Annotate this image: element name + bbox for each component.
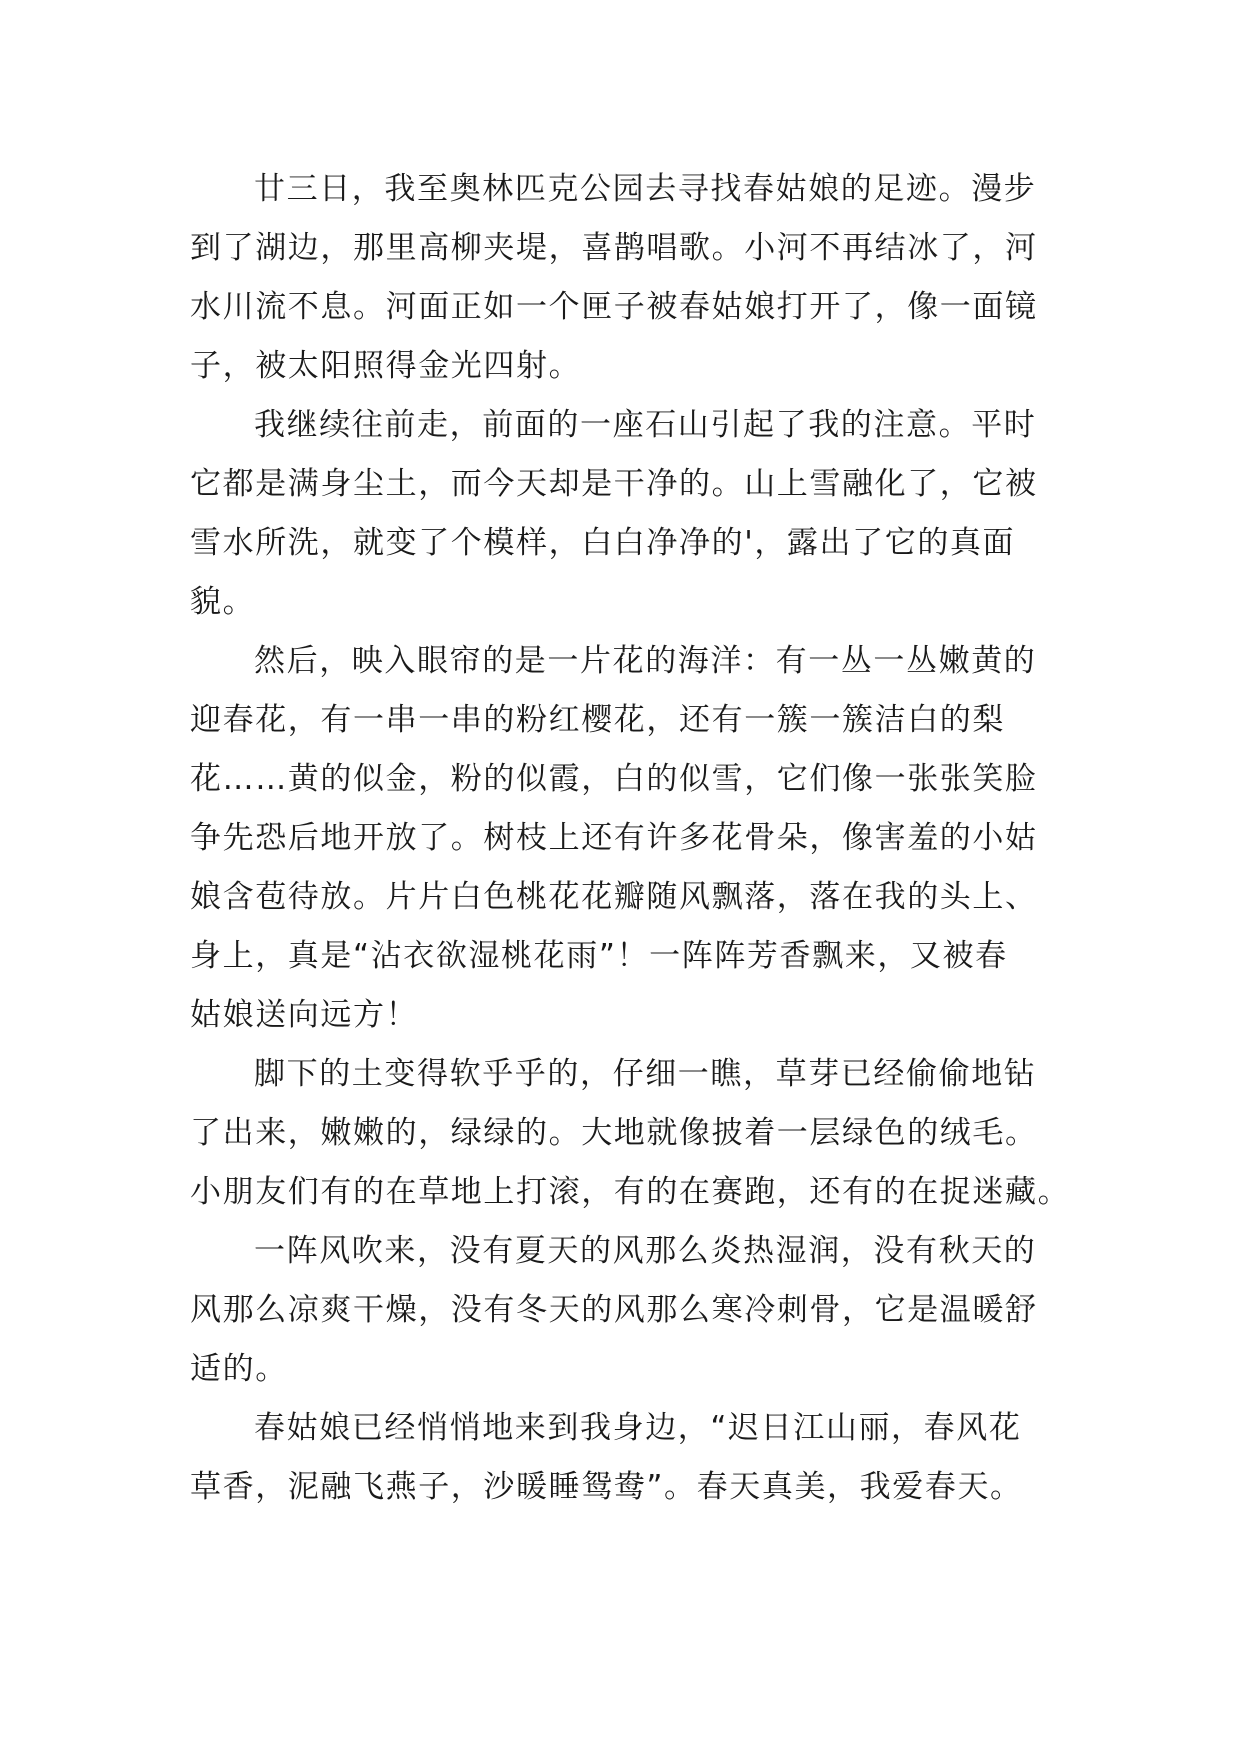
- text-line: 子，被太阳照得金光四射。: [190, 348, 582, 384]
- text-line: 我继续往前走，前面的一座石山引起了我的注意。平时: [254, 407, 1037, 443]
- document-body: [190, 160, 1070, 1517]
- text-line: 它都是满身尘土，而今天却是干净的。山上雪融化了，它被: [190, 466, 1038, 502]
- text-line: 草香，泥融飞燕子，沙暖睡鸳鸯”。春天真美，我爱春天。: [190, 1469, 1023, 1505]
- text-line: 了出来，嫩嫩的，绿绿的。大地就像披着一层绿色的绒毛。: [190, 1115, 1038, 1151]
- text-line: 到了湖边，那里高柳夹堤，喜鹊唱歌。小河不再结冰了，河: [190, 230, 1038, 266]
- text-line: 然后，映入眼帘的是一片花的海洋：有一丛一丛嫩黄的: [254, 643, 1037, 679]
- text-line: 小朋友们有的在草地上打滚，有的在赛跑，还有的在捉迷藏。: [190, 1174, 1071, 1210]
- text-line: 姑娘送向远方！: [190, 997, 419, 1033]
- text-line: 春姑娘已经悄悄地来到我身边，“迟日江山丽，春风花: [254, 1410, 1022, 1446]
- text-line: 貌。: [190, 584, 256, 620]
- text-line: 身上，真是“沾衣欲湿桃花雨”！一阵阵芳香飘来，又被春: [190, 938, 1008, 974]
- text-line: 适的。: [190, 1351, 288, 1387]
- text-line: 一阵风吹来，没有夏天的风那么炎热湿润，没有秋天的: [254, 1233, 1037, 1269]
- text-line: 迎春花，有一串一串的粉红樱花，还有一簇一簇洁白的梨: [190, 702, 1005, 738]
- text-line: 水川流不息。河面正如一个匣子被春姑娘打开了，像一面镜: [190, 289, 1038, 325]
- text-line: 风那么凉爽干燥，没有冬天的风那么寒冷刺骨，它是温暖舒: [190, 1292, 1038, 1328]
- text-line: 争先恐后地开放了。树枝上还有许多花骨朵，像害羞的小姑: [190, 820, 1038, 856]
- text-line: 花……黄的似金，粉的似霞，白的似雪，它们像一张张笑脸: [190, 761, 1038, 797]
- text-line: 雪水所洗，就变了个模样，白白净净的'，露出了它的真面: [190, 525, 1016, 561]
- text-line: 脚下的土变得软乎乎的，仔细一瞧，草芽已经偷偷地钻: [254, 1056, 1037, 1092]
- text-line: 廿三日，我至奥林匹克公园去寻找春姑娘的足迹。漫步: [254, 171, 1037, 207]
- text-line: 娘含苞待放。片片白色桃花花瓣随风飘落，落在我的头上、: [190, 879, 1038, 915]
